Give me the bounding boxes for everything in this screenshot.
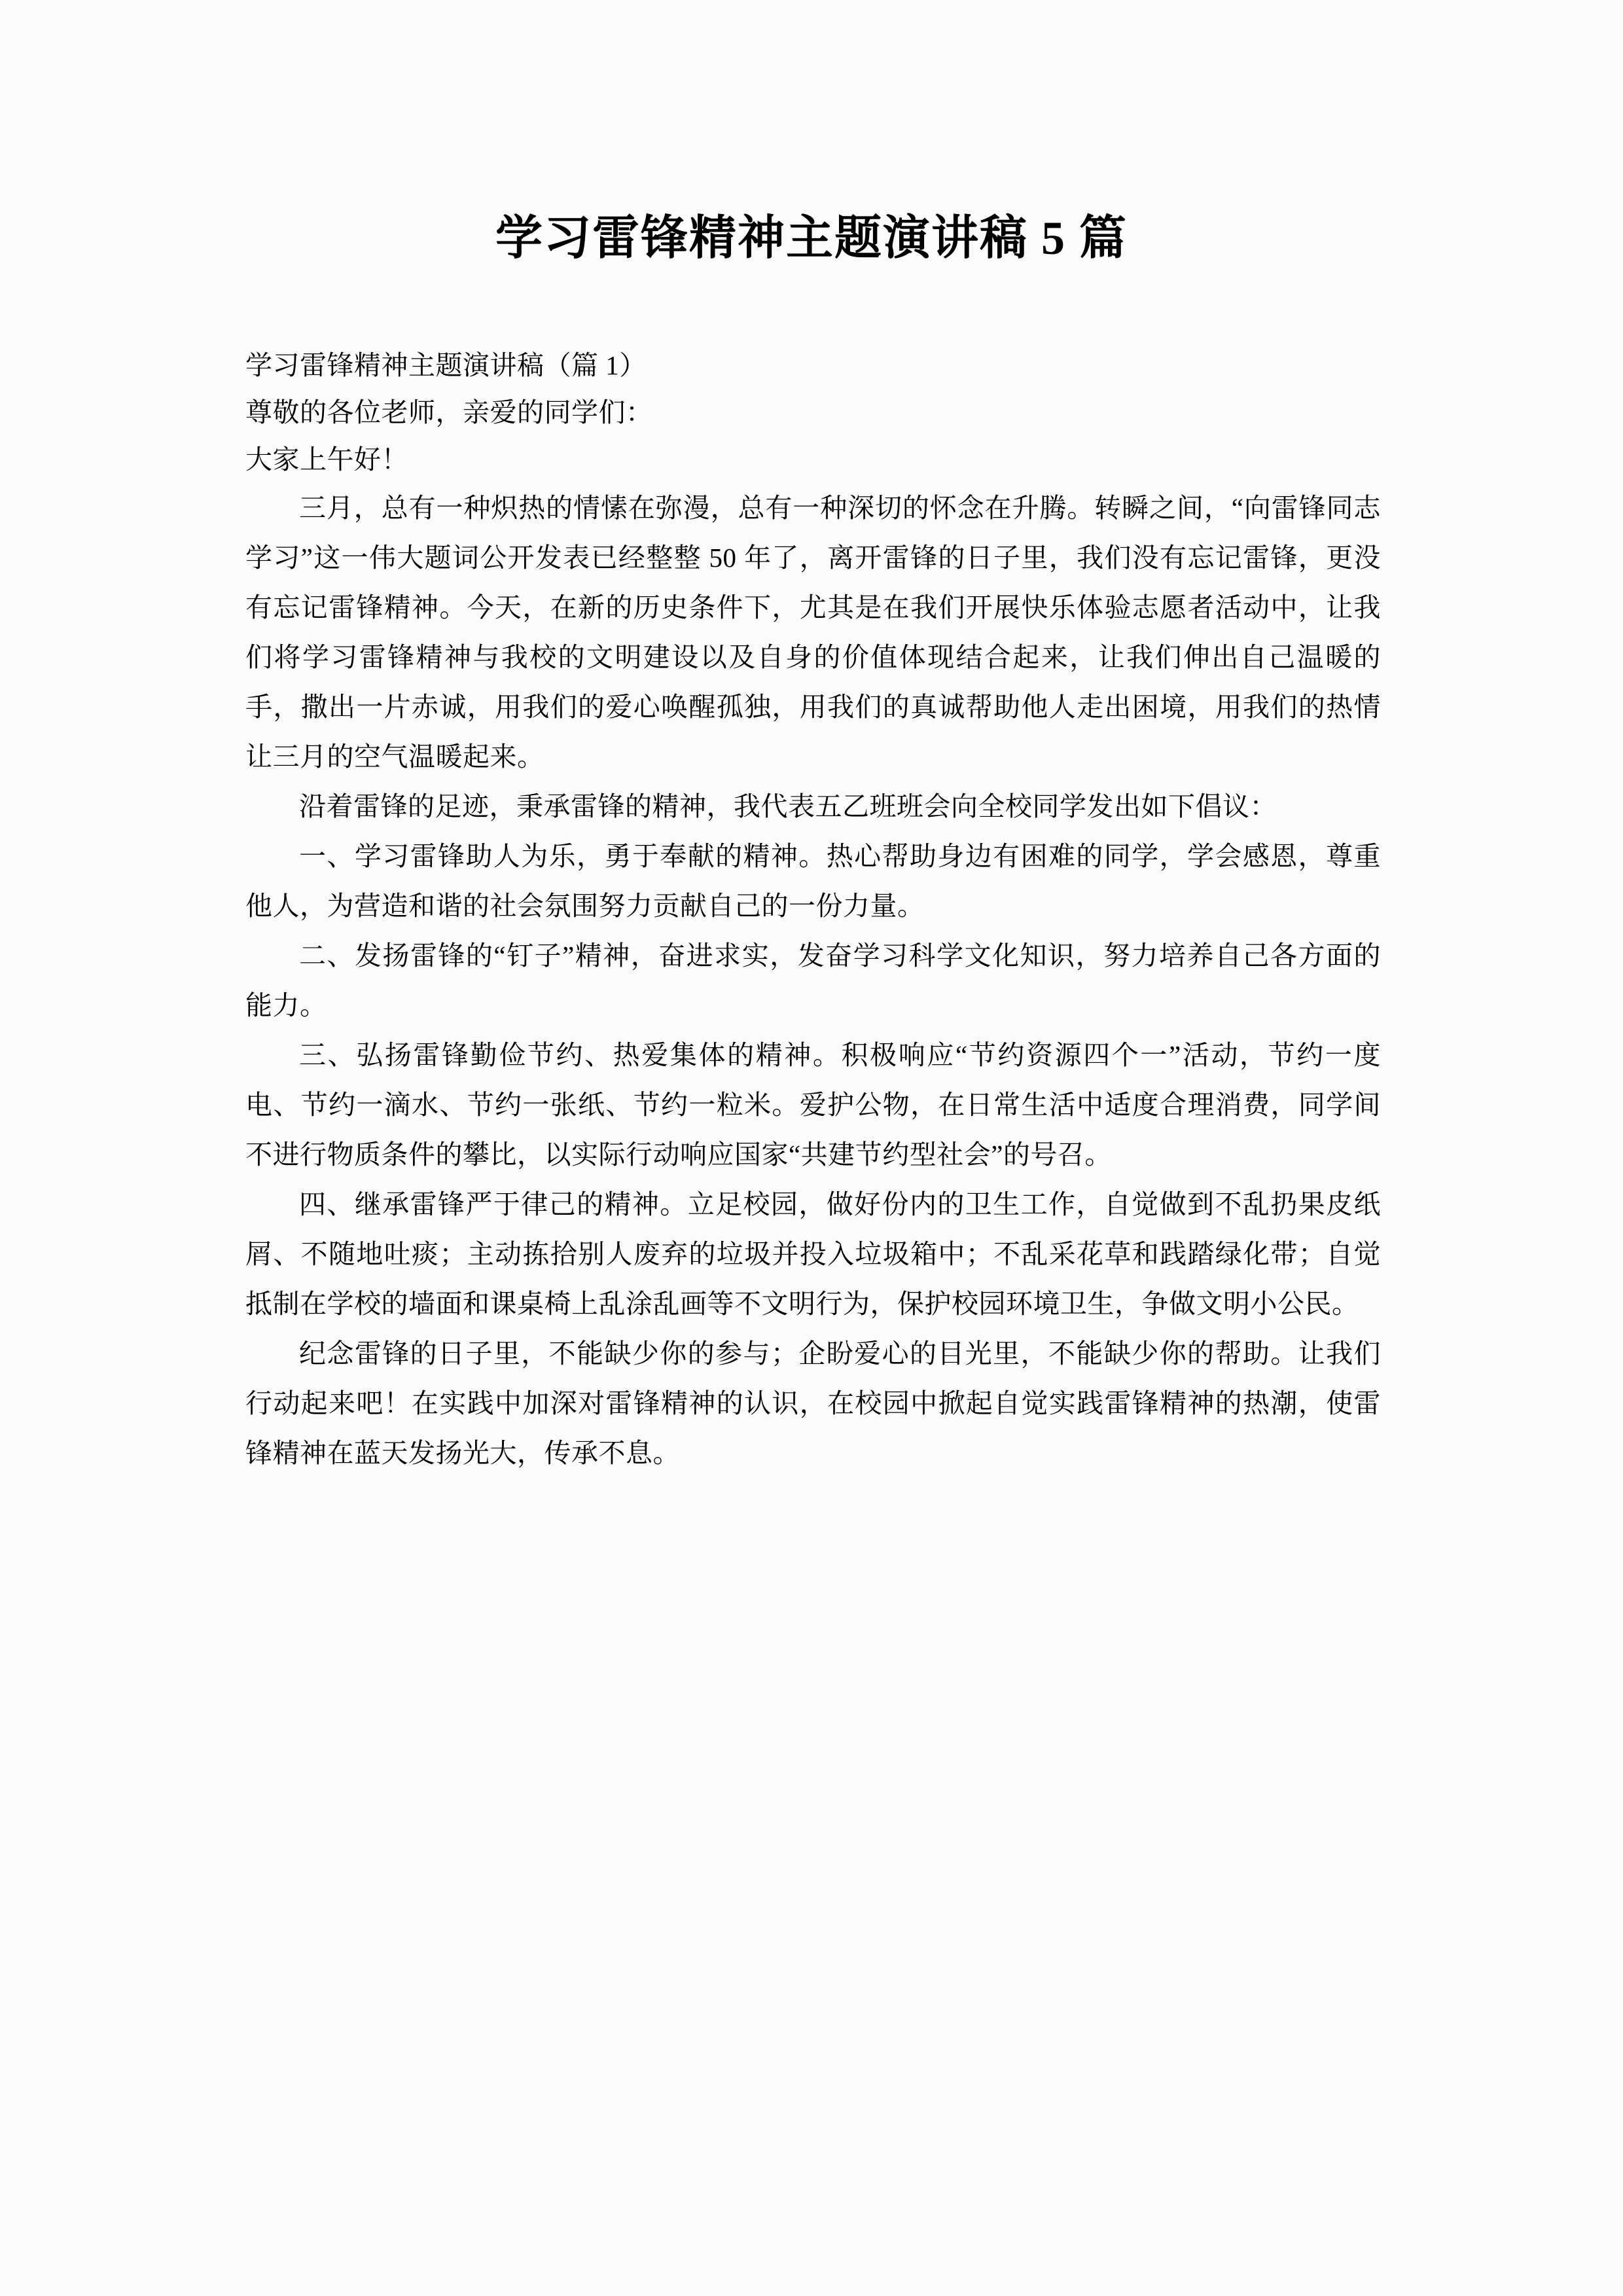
body-paragraph-item-1: 一、学习雷锋助人为乐，勇于奉献的精神。热心帮助身边有困难的同学，学会感恩，尊重他人，为营造和谐的社会氛围努力贡献自己的一份力量。	[245, 841, 1381, 921]
body-paragraph-item-2: 二、发扬雷锋的“钉子”精神，奋进求实，发奋学习科学文化知识，努力培养自己各方面的能力。	[245, 941, 1381, 1020]
document-body	[245, 342, 1381, 1478]
section-heading: 学习雷锋精神主题演讲稿（篇 1）	[245, 350, 647, 380]
body-paragraph-1: 三月，总有一种炽热的情愫在弥漫，总有一种深切的怀念在升腾。转瞬之间，“向雷锋同志学习”这一伟大题词公开发表已经整整 50 年了，离开雷锋的日子里，我们没有忘记雷锋，更没有忘记雷锋精神。今天，在新的历史条件下，尤其是在我们开展快乐体验志愿者活动中，让我们将学习雷锋精神与我校的文明建设以及自身的价值体现结合起来，让我们伸出自己温暖的手，撒出一片赤诚，用我们的爱心唤醒孤独，用我们的真诚帮助他人走出困境，用我们的热情让三月的空气温暖起来。	[245, 493, 1381, 772]
body-paragraph-2: 沿着雷锋的足迹，秉承雷锋的精神，我代表五乙班班会向全校同学发出如下倡议：	[299, 791, 1277, 821]
greeting-line: 大家上午好！	[245, 444, 408, 475]
body-paragraph-item-3: 三、弘扬雷锋勤俭节约、热爱集体的精神。积极响应“节约资源四个一”活动，节约一度电、节约一滴水、节约一张纸、节约一粒米。爱护公物，在日常生活中适度合理消费，同学间不进行物质条件的攀比，以实际行动响应国家“共建节约型社会”的号召。	[245, 1040, 1381, 1170]
body-paragraph-closing: 纪念雷锋的日子里，不能缺少你的参与；企盼爱心的目光里，不能缺少你的帮助。让我们行动起来吧！在实践中加深对雷锋精神的认识，在校园中掀起自觉实践雷锋精神的热潮，使雷锋精神在蓝天发扬光大，传承不息。	[245, 1338, 1381, 1468]
body-paragraph-item-4: 四、继承雷锋严于律己的精神。立足校园，做好份内的卫生工作，自觉做到不乱扔果皮纸屑、不随地吐痰；主动拣拾别人废弃的垃圾并投入垃圾箱中；不乱采花草和践踏绿化带；自觉抵制在学校的墙面和课桌椅上乱涂乱画等不文明行为，保护校园环境卫生，争做文明小公民。	[245, 1189, 1381, 1319]
salutation-line: 尊敬的各位老师，亲爱的同学们：	[245, 397, 653, 427]
page-title: 学习雷锋精神主题演讲稿 5 篇	[495, 212, 1128, 265]
